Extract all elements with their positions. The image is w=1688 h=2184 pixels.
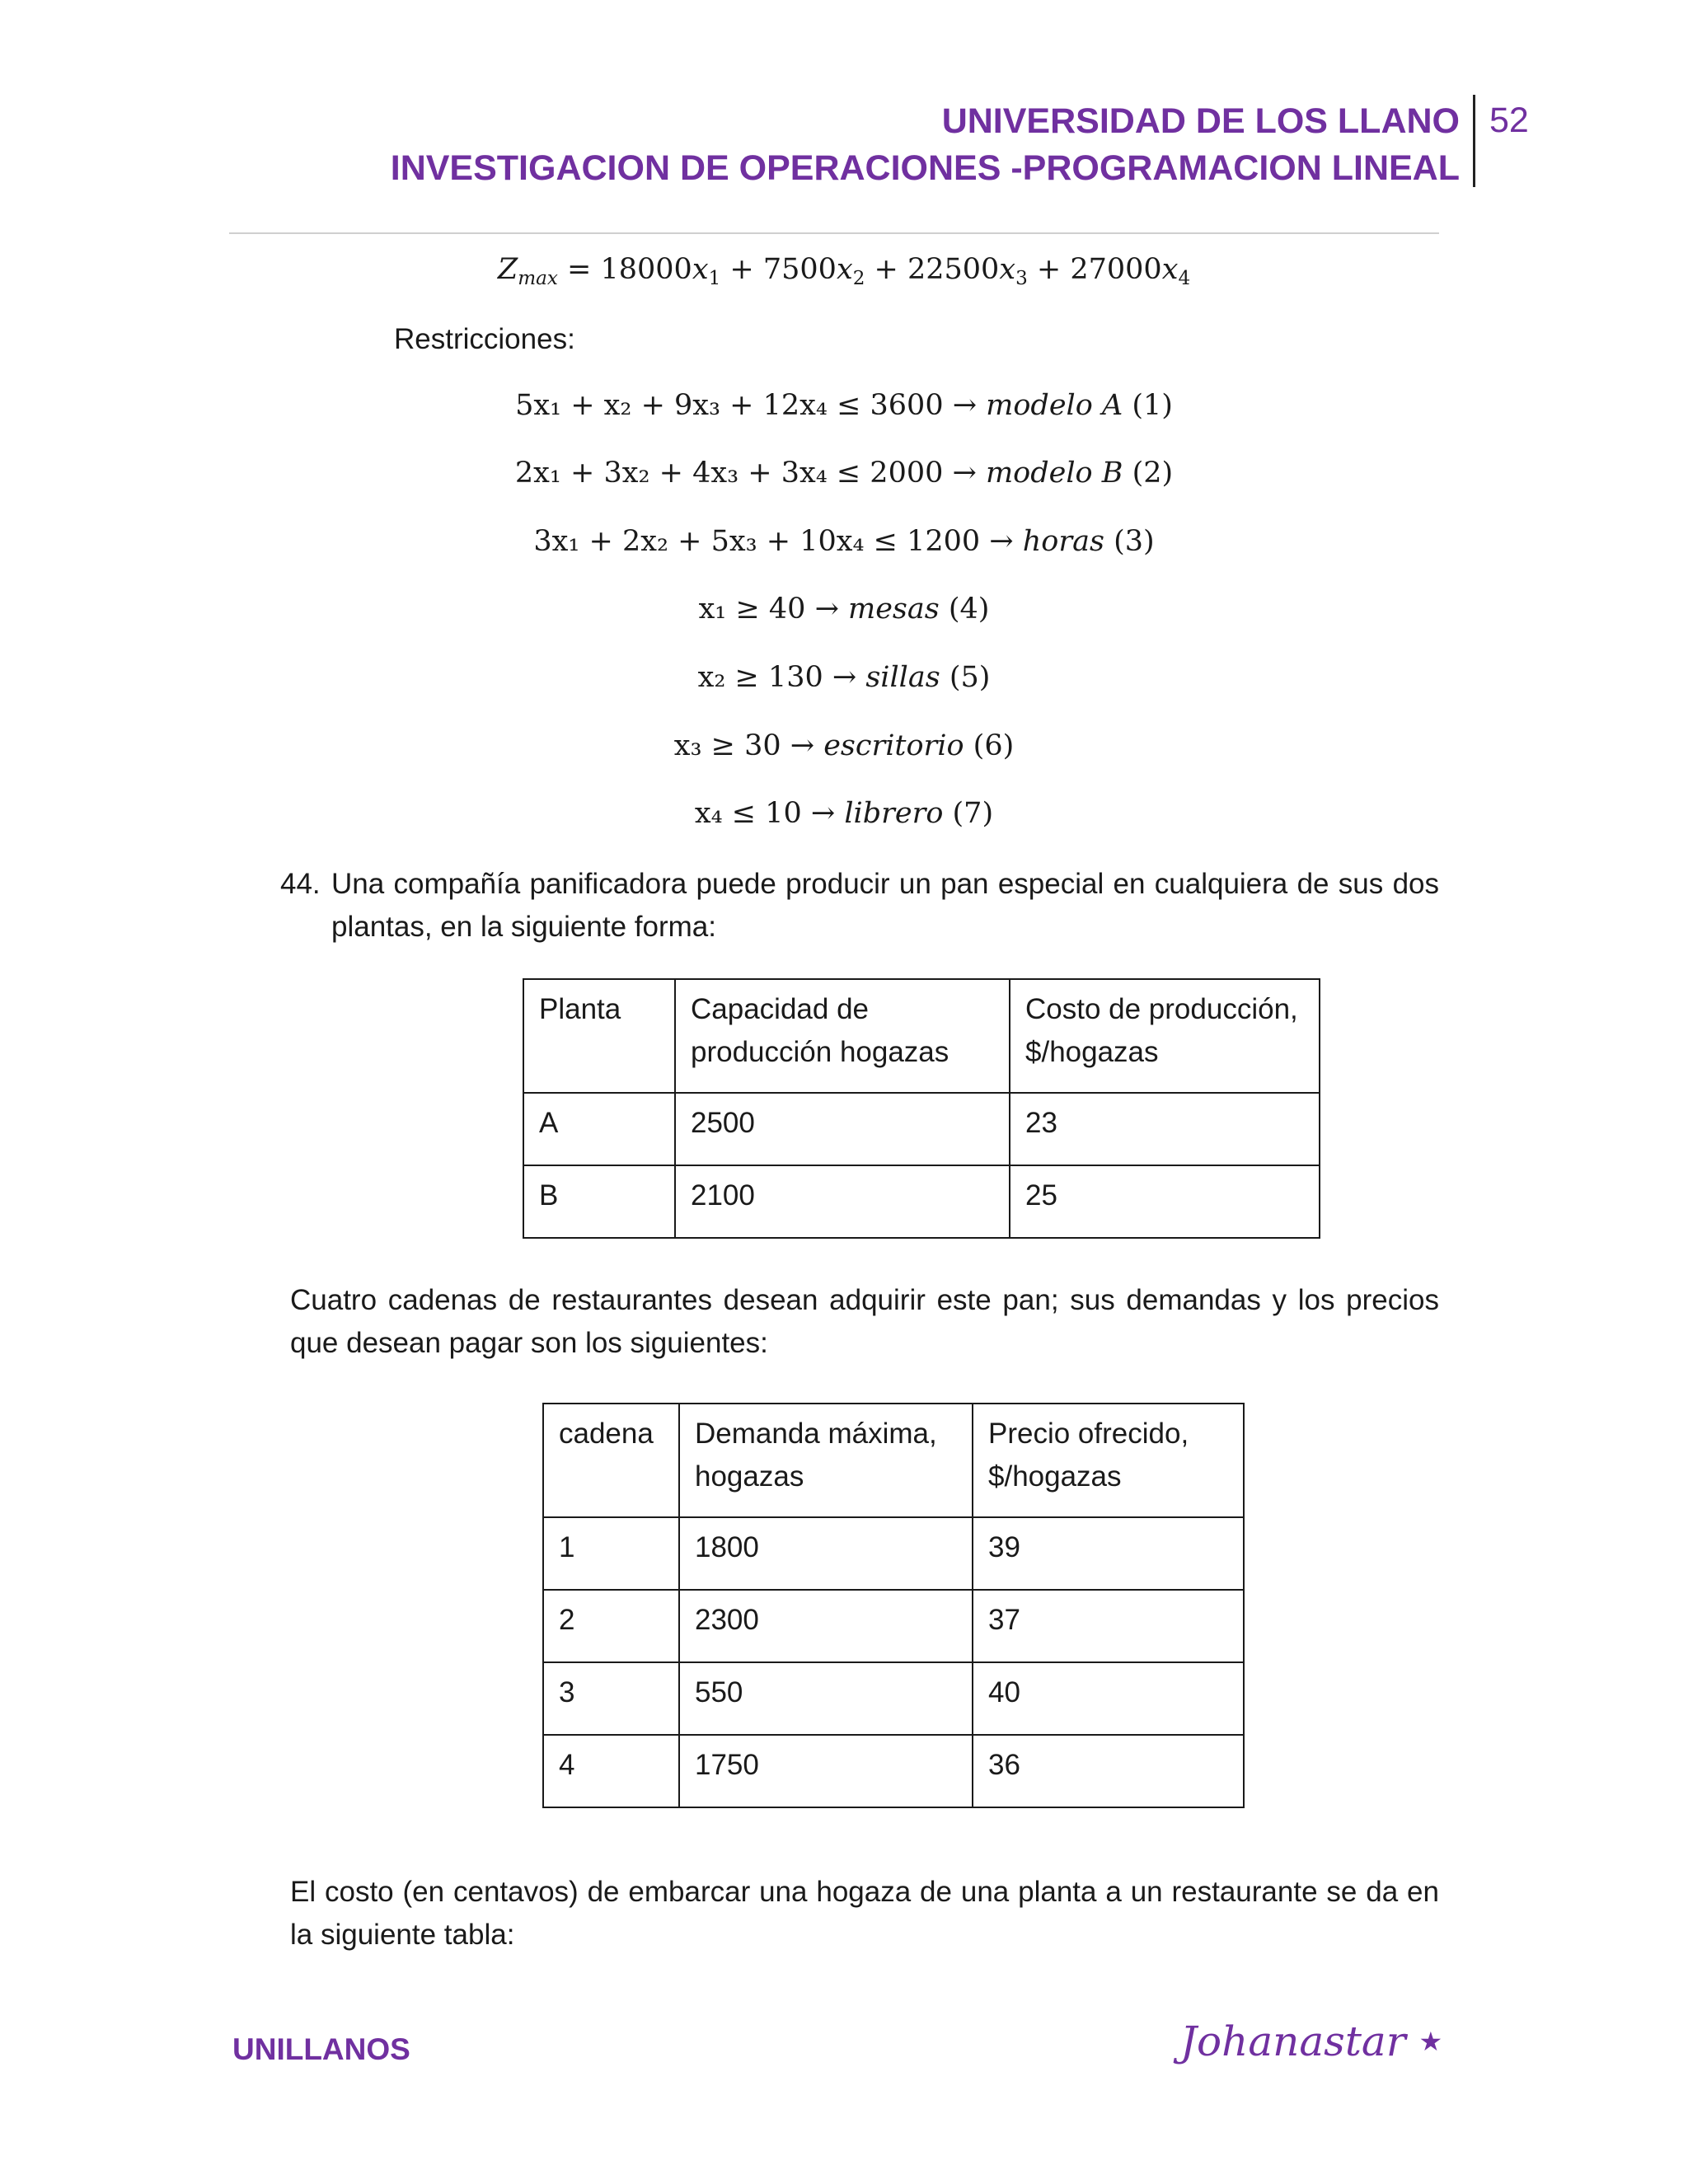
footer-author: [1180, 2018, 1442, 2065]
table-cell: 3: [543, 1662, 679, 1735]
constraint-1: 5x₁ + x₂ + 9x₃ + 12x₄ ≤ 3600 → modelo A (1): [515, 389, 1173, 422]
table-cell: 40: [973, 1662, 1244, 1735]
header-cell: Precio ofrecido, $/hogazas: [973, 1404, 1244, 1517]
table-cell: 2500: [675, 1093, 1010, 1165]
table-row: [543, 1517, 1244, 1590]
restricciones-label: Restricciones:: [394, 323, 575, 355]
star-icon: ★: [1418, 2026, 1443, 2057]
constraint-4: x₁ ≥ 40 → mesas (4): [698, 593, 990, 626]
table-cell: 36: [973, 1735, 1244, 1807]
constraint-3: 3x₁ + 2x₂ + 5x₃ + 10x₄ ≤ 1200 → horas (3): [533, 525, 1155, 558]
header-rule: [229, 232, 1439, 234]
header-cell: Costo de producción, $/hogazas: [1010, 979, 1320, 1093]
footer-institution: UNILLANOS: [232, 2032, 410, 2066]
header-cell: cadena: [543, 1404, 679, 1517]
header-cell: Planta: [523, 979, 675, 1093]
header-cell: Demanda máxima, hogazas: [679, 1404, 973, 1517]
header-university: UNIVERSIDAD DE LOS LLANO: [941, 101, 1460, 141]
table-row: [523, 1165, 1320, 1238]
table-cell: 1800: [679, 1517, 973, 1590]
table-cell: 2300: [679, 1590, 973, 1662]
constraint-2: 2x₁ + 3x₂ + 4x₃ + 3x₄ ≤ 2000 → modelo B (2): [514, 457, 1174, 490]
costo-paragraph: El costo (en centavos) de embarcar una hogaza de una planta a un restaurante se da en la siguiente tabla:: [290, 1876, 1439, 1951]
table-cell: 2: [543, 1590, 679, 1662]
table-row: [543, 1735, 1244, 1807]
plantas-table: [523, 978, 1320, 1239]
table-row: [523, 1093, 1320, 1165]
footer-author-name: Johanastar: [1180, 2018, 1406, 2065]
table-cell: 37: [973, 1590, 1244, 1662]
table-header-row: [543, 1404, 1244, 1517]
header-divider: [1473, 95, 1475, 187]
objective-function: $Z_{max} = 18000x_1 + 7500x_2 + 22500x_3 + 27000x_4$: [497, 253, 1191, 289]
table-cell: B: [523, 1165, 675, 1238]
header-course: INVESTIGACION DE OPERACIONES -PROGRAMACION LINEAL: [390, 148, 1460, 188]
table-cell: 1: [543, 1517, 679, 1590]
table-cell: 1750: [679, 1735, 973, 1807]
table-cell: A: [523, 1093, 675, 1165]
page-number: 52: [1489, 101, 1529, 140]
table-cell: 39: [973, 1517, 1244, 1590]
table-cell: 23: [1010, 1093, 1320, 1165]
problem-intro: Una compañía panificadora puede producir un pan especial en cualquiera de sus dos plantas, en la siguiente forma:: [331, 868, 1439, 943]
table-cell: 25: [1010, 1165, 1320, 1238]
problem-44: [280, 863, 1439, 949]
problem-number: 44.: [280, 868, 321, 900]
header-cell: Capacidad de producción hogazas: [675, 979, 1010, 1093]
constraint-5: x₂ ≥ 130 → sillas (5): [697, 661, 991, 694]
table-cell: 4: [543, 1735, 679, 1807]
cadenas-paragraph: Cuatro cadenas de restaurantes desean adquirir este pan; sus demandas y los precios que desean pagar son los siguientes:: [290, 1284, 1439, 1359]
table-cell: 2100: [675, 1165, 1010, 1238]
cadenas-table: [542, 1403, 1245, 1808]
table-header-row: [523, 979, 1320, 1093]
table-cell: 550: [679, 1662, 973, 1735]
constraint-6: x₃ ≥ 30 → escritorio (6): [673, 729, 1015, 762]
constraint-7: x₄ ≤ 10 → librero (7): [694, 797, 994, 830]
table-row: [543, 1662, 1244, 1735]
table-row: [543, 1590, 1244, 1662]
